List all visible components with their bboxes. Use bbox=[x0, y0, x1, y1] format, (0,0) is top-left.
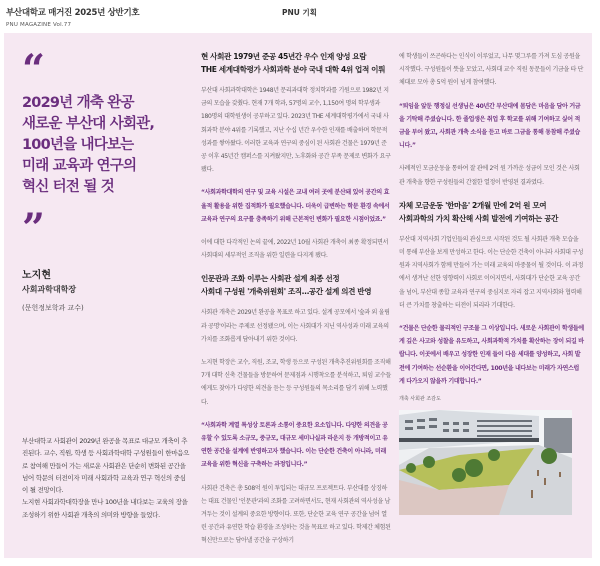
pull-quote-line: 2029년 개축 완공 bbox=[22, 95, 134, 111]
heading-line: THE 세계대학평가 사회과학 분야 국내 대학 4위 업적 이뤄 bbox=[201, 65, 386, 74]
image-caption: 개축 사회관 조감도 bbox=[399, 396, 441, 402]
pull-quote-line: 새로운 부산대 사회관, bbox=[22, 116, 155, 132]
section-label: PNU 기획 bbox=[282, 8, 317, 17]
body-paragraph: 부산대 지역사회 기업인들의 관심으로 시작된 것도 될 사회관 개축 모습을 미 통해 부산을 보게 만성하고 한다. 이는 단순한 건축이 아니라 사회대 구성원과 지역사회가 함께 만들어 가는 미래 교육의 마중물이 될 것이다. 이 과정에서 생겨난 선한 영향력이 사회로 이어지면서, 사회대가 단순한 교육 공간을 넘어, 부산대 종합 교육과 연구의 중심지로 자리 잡고 지역사회와 협력해 더 큰 가치를 창출하는 터전이 되리라 기대한다. bbox=[399, 235, 584, 309]
section-heading bbox=[201, 272, 391, 298]
body-paragraph: 부산대 사회과학대학은 1948년 문리과대학 정치학과를 기원으로 1982년 지금의 모습을 갖췄다. 현재 7개 학과, 57명의 교수, 1,150여 명의 학부생과 180명의 대학원생이 공부하고 있다. 2023년 THE 세계대학평가에서 국내 사회과학 분야 4위를 기록했고, 지난 수십 년간 우수한 인재를 배출하며 학문적 성과를 쌓아왔다. 이러한 교육과 연구의 중심이 된 사회관 건물은 1979년 준공 이후 45년간 캠퍼스를 지켜왔지만, 노후화와 공간 부족 문제로 변화가 요구됐다. bbox=[201, 87, 391, 174]
pull-quote-line: 혁신 터전 될 것 bbox=[22, 179, 114, 195]
article-panel bbox=[4, 33, 592, 558]
right-column bbox=[399, 50, 584, 388]
magazine-header bbox=[6, 6, 139, 28]
left-column bbox=[22, 33, 182, 313]
author-block bbox=[22, 266, 182, 313]
heading-line: 인문관과 조화 이루는 사회관 설계 최종 선정 bbox=[201, 274, 340, 284]
quote-paragraph: “퇴임을 앞둔 행정실 선생님은 40년간 부산대에 몸담은 마음을 담아 거금을 기탁해 주셨습니다. 한 졸업생은 취업 후 학교를 위해 기여하고 싶어 적금을 부어 왔고, 사회관 개축 소식을 듣고 바로 그금을 통해 동참해 주셨습니다.” bbox=[399, 102, 581, 150]
intro-text bbox=[22, 435, 190, 521]
magazine-title: 부산대학교 매거진 2025년 상반기호 bbox=[6, 8, 140, 18]
author-role: 사회과학대학장 bbox=[22, 285, 77, 294]
pull-quote-line: 미래 교육과 연구의 bbox=[22, 158, 137, 174]
magazine-volume: PNU MAGAZINE Vol.77 bbox=[6, 22, 72, 28]
body-paragraph: 사회관 건축은 총 508억 원이 투입되는 대규모 프로젝트다. 부산대를 상징하는 대표 건물인 '인문관'과의 조화를 고려하면서도, 현재 사회관의 역사성을 남겨두는 것이 설계의 중요한 방향이다. 또한, 단순한 교육 연구 공간을 넘어 열린 공간과 유연한 학습 환경을 조성하는 것을 목표로 하고 있다. 학제간 체험된 혁신만으로는 담아낼 공간을 구상하기 bbox=[201, 484, 391, 545]
pull-quote-line: 100년을 내다보는 bbox=[22, 137, 134, 153]
quote-paragraph: “사회과학 계열 특성상 토론과 소통이 중요한 요소입니다. 다양한 의견을 공유할 수 있도록 소규모, 중규모, 대규모 세미나실과 라운지 등 개방적이고 유연한 공간을 설계에 반영하고자 했습니다. 이는 단순한 건축이 아니라, 미래 교육을 위한 혁신을 구축하는 과정입니다.” bbox=[201, 421, 388, 469]
heading-line: 현 사회관 1979년 준공 45년간 우수 인재 양성 요람 bbox=[201, 52, 367, 61]
section-heading bbox=[201, 50, 391, 76]
pull-quote bbox=[22, 93, 182, 198]
section-heading bbox=[399, 199, 584, 225]
building-rendering-image bbox=[399, 410, 572, 515]
intro-paragraph: 부산대학교 사회관이 2029년 완공을 목표로 대규모 개축이 추진된다. 교수, 직원, 학생 등 사회과학대학 구성원들이 한마음으로 참여해 만들어 가는 새로운 사회관은 단순히 변화된 공간을 넘어 학문의 터전이자 미래 사회과학 교육과 연구 혁신의 중심이 될 전망이다. bbox=[22, 437, 190, 495]
body-paragraph: 사례적인 모금운동을 통하여 잘 관에 2억 원 가까운 성금이 모인 것은 사회관 개축을 향한 구성원들의 간절한 열정이 반영된 결과였다. bbox=[399, 165, 580, 186]
quote-paragraph: “사회과학대학의 연구 및 교육 시설은 교내 여러 곳에 분산돼 있어 공간의 효율적 활용을 위한 집적화가 필요했습니다. 더욱이 급변하는 학문 환경 속에서 교육과 연구의 요구를 충족하기 위해 근본적인 변화가 필요한 시점이었죠.” bbox=[201, 189, 390, 223]
body-paragraph: 이에 대한 다각적인 논의 끝에, 2022년 10월 사회관 개축이 최종 확정되면서 사회대의 세부적인 조직을 위한 일련을 다지게 됐다. bbox=[201, 239, 389, 260]
open-quote-icon: “ bbox=[22, 46, 46, 93]
body-paragraph: 노지현 학장은 교수, 직원, 조교, 학생 등으로 구성된 개축추진위원회를 조직해 7개 대학 신축 건물들을 방문하여 문제점과 시행착오를 분석하고, 퇴임 교수들에게도 찾아가 다양한 의견을 듣는 등 구성원들의 목소리를 담기 위해 노력했다. bbox=[201, 359, 391, 406]
author-dept: (문헌정보학과 교수) bbox=[22, 304, 84, 312]
heading-line: 사회과학의 가치 확산해 사회 발전에 기여하는 공간 bbox=[399, 213, 559, 223]
quote-paragraph: “건물은 단순한 물리적인 구조물 그 이상입니다. 새로운 사회관이 학생들에게 깊은 사고와 성찰을 유도하고, 사회과학적 가치를 확산하는 장이 되길 바랍니다. 이곳에서 배우고 성장한 인재 들이 다음 세대를 양성하고, 사회 발전에 기여하는 선순환을 이어간다면, 100년을 내다보는 미래가 자연스럽게 다가오지 않을까 기대합니다.” bbox=[399, 325, 584, 385]
intro-paragraph: 노지현 사회과학대학장을 만나 100년을 내다보는 교육의 장을 조성하기 위한 사회관 개축의 의미와 방향을 들었다. bbox=[22, 498, 188, 519]
figure bbox=[399, 395, 572, 515]
close-quote-icon: ” bbox=[22, 205, 46, 252]
author-name: 노지현 bbox=[22, 270, 51, 281]
heading-line: 사회대 구성원 '개축위원회' 조직…공간 설계 의견 반영 bbox=[201, 287, 372, 297]
body-paragraph: 사회관 개축은 2029년 완공을 목표로 하고 있다. 설계 공모에서 '숲과 외 울림과 공명'이라는 주제로 선정됐으며, 이는 사회대가 지닌 역사성과 미래 교육의 가치를 조화롭게 담아내기 위한 것이다. bbox=[201, 309, 390, 343]
heading-line: 자체 모금운동 '한마음' 2개월 만에 2억 원 모여 bbox=[399, 200, 547, 210]
middle-column bbox=[201, 50, 391, 548]
body-paragraph: 에 학생들이 쓰곤하다는 인식이 이루었고, 나무 몇그루를 가져 도심 공원을 시작했다. 구성원들이 뜻을 모았고, 사회대 교수 직원 동문들이 기금을 타 단체대로 모아 총 5억 원이 넘게 참여했다. bbox=[399, 53, 584, 87]
